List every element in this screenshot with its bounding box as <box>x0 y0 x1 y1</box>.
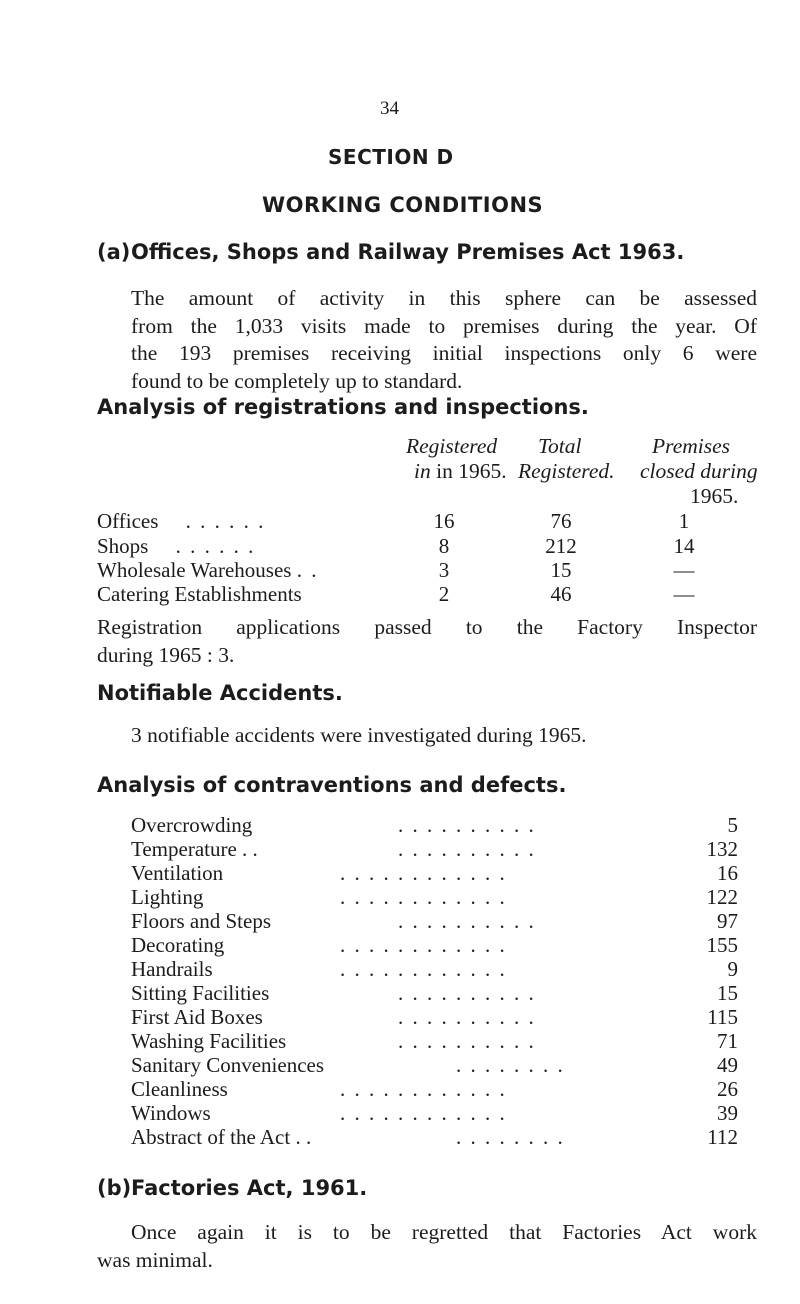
contravention-value: 49 <box>717 1053 738 1077</box>
registration-note <box>97 614 757 669</box>
section-title: SECTION D <box>328 145 454 169</box>
contravention-label: Abstract of the Act . . <box>131 1125 312 1149</box>
contravention-value: 5 <box>727 813 738 837</box>
part-b-title: Factories Act, 1961. <box>131 1176 368 1200</box>
contravention-leader: . . . . . . . . <box>456 1053 565 1077</box>
contravention-label: Decorating <box>131 933 225 957</box>
list-item <box>131 1005 263 1030</box>
row-label: Catering Establishments <box>97 582 302 606</box>
table-row <box>97 509 265 534</box>
list-item <box>131 1077 228 1102</box>
row-closed: — <box>673 558 695 582</box>
header-registered-line1: Registered <box>406 434 498 458</box>
contravention-value: 122 <box>706 885 738 909</box>
contravention-label: Sitting Facilities <box>131 981 270 1005</box>
contravention-value: 39 <box>717 1101 738 1125</box>
row-leader: . . . . . . <box>175 534 256 558</box>
section-subtitle: WORKING CONDITIONS <box>262 193 544 217</box>
contravention-value: 97 <box>717 909 738 933</box>
accidents-text: 3 notifiable accidents were investigated during 1965. <box>131 723 587 747</box>
row-leader: . . . . . . <box>185 509 266 533</box>
contravention-label: Floors and Steps <box>131 909 272 933</box>
header-premises-line2: closed during <box>640 459 758 483</box>
analysis-heading: Analysis of registrations and inspections. <box>97 395 589 419</box>
row-registered: 16 <box>433 509 455 533</box>
intro-line: The amount of activity in this sphere can be assessed <box>131 286 757 310</box>
intro-line: found to be completely up to standard. <box>131 368 463 393</box>
contravention-leader: . . . . . . . . . . <box>398 813 536 837</box>
row-leader: . . <box>296 558 319 582</box>
contravention-label: Temperature . . <box>131 837 258 861</box>
list-item <box>131 933 224 958</box>
list-item <box>131 837 258 862</box>
contravention-leader: . . . . . . . . . . <box>398 909 536 933</box>
contravention-label: Sanitary Conveniences <box>131 1053 325 1077</box>
list-item <box>131 885 203 910</box>
row-total: 46 <box>550 582 572 606</box>
contravention-label: Cleanliness <box>131 1077 228 1101</box>
row-label: Wholesale Warehouses <box>97 558 292 582</box>
intro-paragraph <box>131 285 757 395</box>
row-registered: 8 <box>438 534 450 558</box>
contravention-value: 26 <box>717 1077 738 1101</box>
contravention-leader: . . . . . . . . . . <box>398 1029 536 1053</box>
contravention-label: Overcrowding <box>131 813 253 837</box>
row-total: 76 <box>550 509 572 533</box>
table-row <box>97 558 318 583</box>
contravention-leader: . . . . . . . . . . <box>398 981 536 1005</box>
contravention-value: 155 <box>706 933 738 957</box>
row-registered: 3 <box>438 558 450 582</box>
part-a-title: Offices, Shops and Railway Premises Act 1963. <box>131 240 685 264</box>
contravention-value: 132 <box>706 837 738 861</box>
contravention-value: 71 <box>717 1029 738 1053</box>
header-total-line1: Total <box>538 434 582 458</box>
contravention-leader: . . . . . . . . . . . . <box>340 1077 507 1101</box>
row-closed: 14 <box>673 534 695 558</box>
row-label: Offices <box>97 509 159 533</box>
contravention-leader: . . . . . . . . . . . . <box>340 1101 507 1125</box>
contravention-leader: . . . . . . . . . . . . <box>340 861 507 885</box>
row-label: Shops <box>97 534 149 558</box>
contravention-leader: . . . . . . . . <box>456 1125 565 1149</box>
row-closed: — <box>673 582 695 606</box>
contraventions-heading: Analysis of contraventions and defects. <box>97 773 567 797</box>
registration-note-line: Registration applications passed to the Factory Inspector <box>97 615 757 639</box>
header-premises-line1: Premises <box>652 434 731 458</box>
part-a-label: (a) <box>97 240 131 264</box>
list-item <box>131 1029 286 1054</box>
intro-line: from the 1,033 visits made to premises during the year. Of <box>131 313 757 338</box>
page-number: 34 <box>380 98 399 119</box>
row-closed: 1 <box>678 509 690 533</box>
contravention-label: Handrails <box>131 957 213 981</box>
registration-note-line: during 1965 : 3. <box>97 642 235 667</box>
contravention-label: Washing Facilities <box>131 1029 287 1053</box>
contravention-label: First Aid Boxes <box>131 1005 263 1029</box>
list-item <box>131 1125 311 1150</box>
contravention-leader: . . . . . . . . . . . . <box>340 933 507 957</box>
header-registered-line2: in in 1965. <box>414 459 507 483</box>
list-item <box>131 813 252 838</box>
list-item <box>131 909 271 934</box>
part-b-paragraph <box>97 1219 757 1274</box>
contravention-leader: . . . . . . . . . . . . <box>340 885 507 909</box>
contravention-value: 16 <box>717 861 738 885</box>
list-item <box>131 1101 211 1126</box>
contravention-leader: . . . . . . . . . . <box>398 837 536 861</box>
contravention-label: Windows <box>131 1101 211 1125</box>
contravention-value: 9 <box>727 957 738 981</box>
part-b-line: Once again it is to be regretted that Factories Act work <box>131 1220 757 1244</box>
contravention-value: 115 <box>707 1005 738 1029</box>
row-total: 15 <box>550 558 572 582</box>
accidents-heading: Notifiable Accidents. <box>97 681 343 705</box>
table-row <box>97 534 255 559</box>
contravention-leader: . . . . . . . . . . . . <box>340 957 507 981</box>
intro-line: the 193 premises receiving initial inspections only 6 were <box>131 341 757 365</box>
contravention-leader: . . . . . . . . . . <box>398 1005 536 1029</box>
row-registered: 2 <box>438 582 450 606</box>
list-item <box>131 861 223 886</box>
contravention-label: Ventilation <box>131 861 224 885</box>
part-b-line: was minimal. <box>97 1247 213 1272</box>
header-premises-line3: 1965. <box>690 484 739 508</box>
header-total-line2: Registered. <box>518 459 615 483</box>
list-item <box>131 981 269 1006</box>
header-registered-year: in 1965. <box>436 459 507 483</box>
row-total: 212 <box>545 534 577 558</box>
contravention-value: 112 <box>707 1125 738 1149</box>
list-item <box>131 1053 324 1078</box>
table-row <box>97 582 302 607</box>
contravention-label: Lighting <box>131 885 204 909</box>
part-b-label: (b) <box>97 1176 132 1200</box>
list-item <box>131 957 213 982</box>
contravention-value: 15 <box>717 981 738 1005</box>
